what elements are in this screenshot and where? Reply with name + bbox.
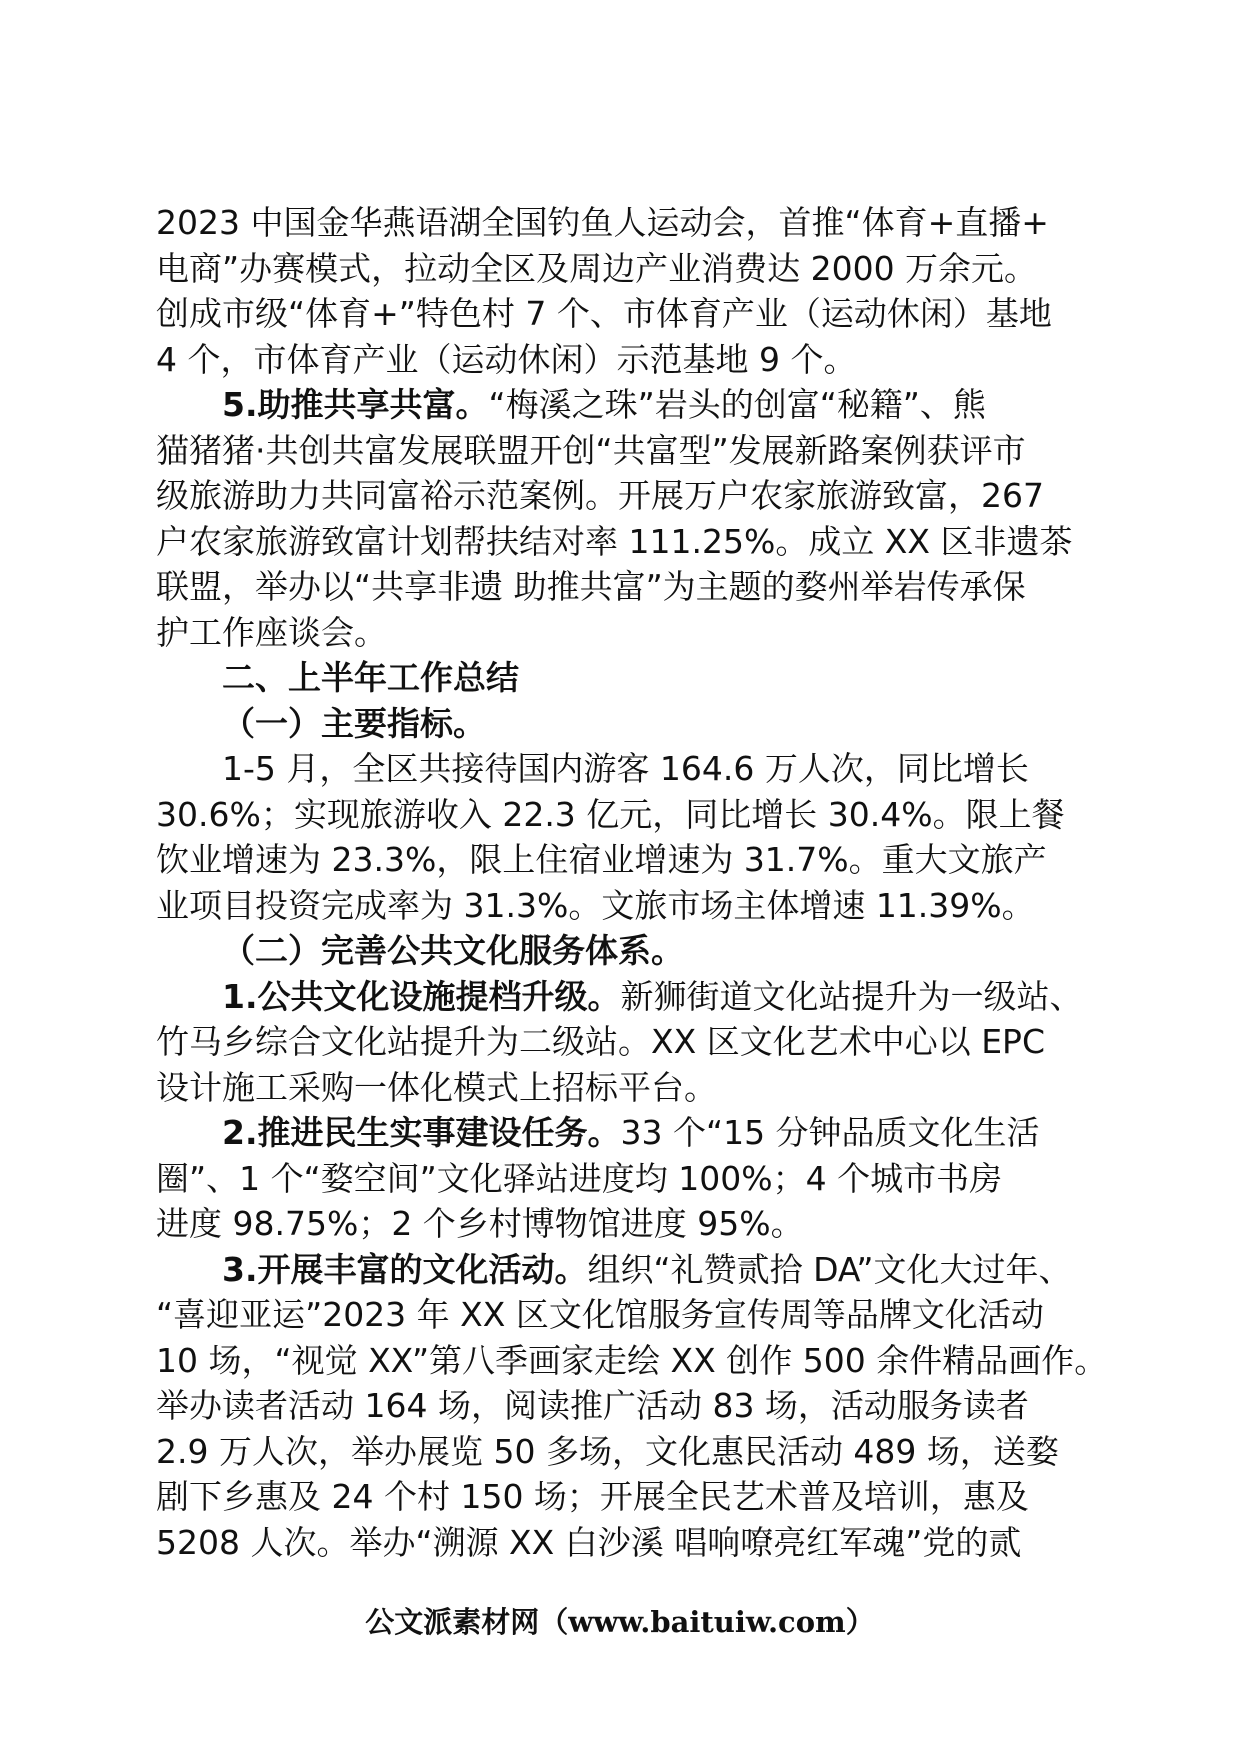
footer-watermark: 公文派素材网（www.baituiw.com）	[365, 1605, 875, 1639]
text-line: 进度 98.75%；2 个乡村博物馆进度 95%。	[156, 1204, 804, 1243]
paragraph-heading: 1.公共文化设施提档升级。	[222, 976, 621, 1016]
text-line: 护工作座谈会。	[156, 612, 387, 652]
text-line: 剧下乡惠及 24 个村 150 场；开展全民艺术普及培训，惠及	[156, 1477, 1029, 1516]
paragraph-common-prosperity	[156, 382, 1086, 655]
paragraph-indicators	[156, 746, 1086, 928]
text-line	[156, 382, 1086, 428]
paragraph-livelihood-projects	[156, 1110, 1086, 1247]
text-line: 电商”办赛模式，拉动全区及周边产业消费达 2000 万余元。	[156, 248, 1038, 288]
text-line: 创成市级“体育+”特色村 7 个、市体育产业（运动休闲）基地	[156, 294, 1052, 333]
paragraph-heading: 3.开展丰富的文化活动。	[222, 1249, 588, 1289]
paragraph-text: 新狮街道文化站提升为一级站、	[620, 976, 1083, 1016]
text-line: 竹马乡综合文化站提升为二级站。XX 区文化艺术中心以 EPC	[156, 1022, 1045, 1061]
text-line: 饮业增速为 23.3%，限上住宿业增速为 31.7%。重大文旅产	[156, 840, 1047, 879]
text-line	[156, 1247, 1086, 1293]
subsection-heading-main-indicators: （一）主要指标。	[222, 703, 486, 743]
paragraph-heading: 5.助推共享共富。	[222, 385, 489, 424]
text-line: 4 个，市体育产业（运动休闲）示范基地 9 个。	[156, 339, 857, 379]
text-line: 30.6%；实现旅游收入 22.3 亿元，同比增长 30.4%。限上餐	[156, 794, 1065, 834]
text-line: “喜迎亚运”2023 年 XX 区文化馆服务宣传周等品牌文化活动	[156, 1295, 1044, 1334]
text-line: 举办读者活动 164 场，阅读推广活动 83 场，活动服务读者	[156, 1386, 1029, 1425]
text-line: 业项目投资完成率为 31.3%。文旅市场主体增速 11.39%。	[156, 885, 1035, 925]
document-body	[156, 200, 1108, 1565]
section-heading: 二、上半年工作总结	[222, 658, 519, 697]
text-line: 联盟，举办以“共享非遗 助推共富”为主题的婺州举岩传承保	[156, 567, 1026, 606]
text-line: 设计施工采购一体化模式上招标平台。	[156, 1067, 717, 1107]
text-line: 1-5 月，全区共接待国内游客 164.6 万人次，同比增长	[222, 749, 1029, 788]
paragraph-text: “梅溪之珠”岩头的创富“秘籍”、熊	[488, 385, 986, 424]
text-line: 户农家旅游致富计划帮扶结对率 111.25%。成立 XX 区非遗茶	[156, 521, 1073, 561]
text-line: 猫猪猪·共创共富发展联盟开创“共富型”发展新路案例获评市	[156, 430, 1026, 470]
text-line: 10 场，“视觉 XX”第八季画家走绘 XX 创作 500 余件精品画作。	[156, 1340, 1108, 1380]
text-line: 2.9 万人次，举办展览 50 多场，文化惠民活动 489 场，送婺	[156, 1431, 1059, 1471]
text-line	[156, 974, 1086, 1020]
text-line: 5208 人次。举办“溯源 XX 白沙溪 唱响嘹亮红军魂”党的贰	[156, 1522, 1022, 1562]
paragraph-sports-events	[156, 200, 1086, 382]
paragraph-facilities	[156, 974, 1086, 1111]
text-line	[156, 1110, 1086, 1156]
paragraph-heading: 2.推进民生实事建设任务。	[222, 1113, 621, 1152]
paragraph-text: 33 个“15 分钟品质文化生活	[620, 1113, 1040, 1152]
text-line: 圈”、1 个“婺空间”文化驿站进度均 100%；4 个城市书房	[156, 1158, 1003, 1198]
text-line: 2023 中国金华燕语湖全国钓鱼人运动会，首推“体育+直播+	[156, 203, 1049, 242]
subsection-heading-public-culture: （二）完善公共文化服务体系。	[222, 931, 684, 970]
paragraph-text: 组织“礼赞贰拾 DA”文化大过年、	[587, 1249, 1072, 1289]
text-line: 级旅游助力共同富裕示范案例。开展万户农家旅游致富，267	[156, 476, 1044, 515]
paragraph-cultural-activities	[156, 1247, 1108, 1566]
